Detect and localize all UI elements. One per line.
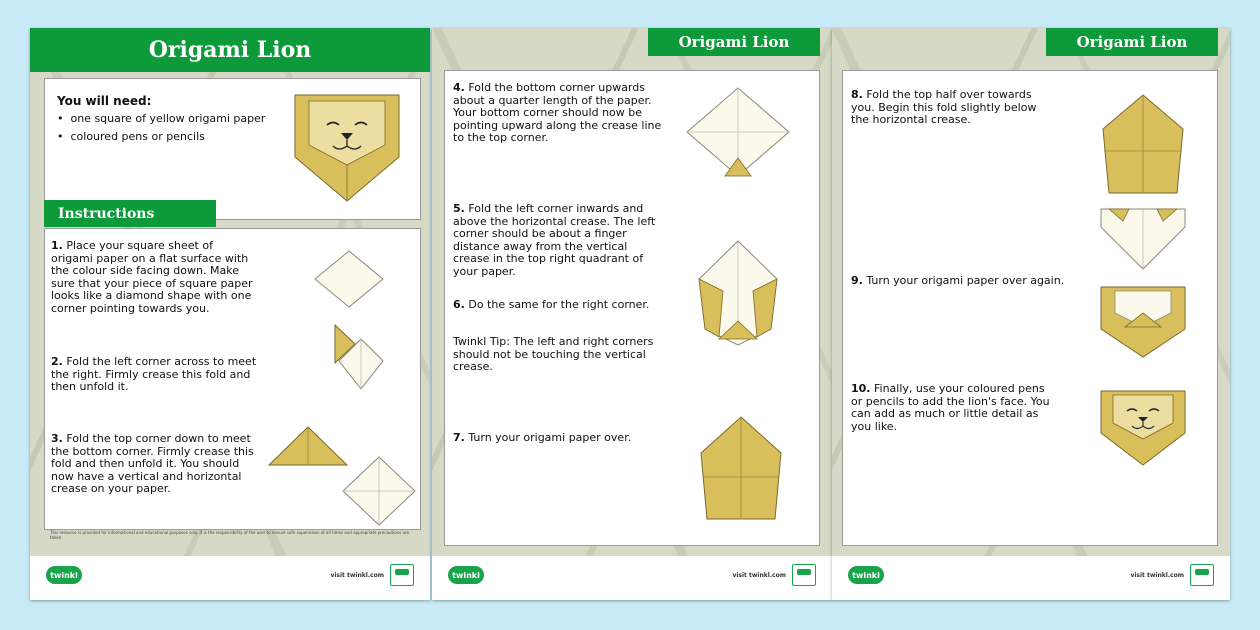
- step-description: Turn your origami paper over again.: [866, 274, 1065, 287]
- step-description: Place your square sheet of origami paper on a flat surface with the colour side facing down. Make sure that your piece of square paper looks like a diamond shape with one corner pointing towards you.: [51, 239, 253, 315]
- step-description: Turn your origami paper over.: [468, 431, 632, 444]
- needs-item: • coloured pens or pencils: [57, 130, 205, 143]
- twinkl-logo: twinkl: [848, 566, 884, 584]
- step-number: 2.: [51, 355, 63, 368]
- step-number: 7.: [453, 431, 465, 444]
- step-9-diagram: [1099, 283, 1187, 359]
- quality-badge-icon: [792, 564, 816, 586]
- footer-link[interactable]: visit twinkl.com: [732, 572, 786, 579]
- step-5-6-diagram: [697, 239, 779, 347]
- step-number: 1.: [51, 239, 63, 252]
- step-4-diagram: [685, 86, 791, 178]
- worksheet-page-2: [432, 28, 832, 600]
- step-5-text: [453, 203, 663, 278]
- worksheet-page-3: [832, 28, 1230, 600]
- step-description: Fold the bottom corner upwards about a quarter length of the paper. Your bottom corner should now be pointing upward along the crease line to the top corner.: [453, 81, 662, 144]
- step-1-diagram: [313, 249, 385, 309]
- step-6-text: [453, 299, 663, 312]
- step-3-text: [51, 433, 257, 496]
- step-number: 8.: [851, 88, 863, 101]
- step-number: 5.: [453, 202, 465, 215]
- quality-badge-icon: [390, 564, 414, 586]
- step-4-text: [453, 82, 663, 145]
- step-2-diagram: [321, 321, 381, 401]
- instructions-heading: Instructions: [44, 200, 216, 227]
- footer-link[interactable]: visit twinkl.com: [330, 572, 384, 579]
- needs-heading: You will need:: [57, 94, 152, 108]
- step-number: 9.: [851, 274, 863, 287]
- step-description: Fold the left corner inwards and above the horizontal crease. The left corner should be about a finger distance away from the vertical crease in the top right quadrant of your paper.: [453, 202, 656, 278]
- page-footer: [432, 556, 832, 600]
- step-number: 3.: [51, 432, 63, 445]
- step-2-text: [51, 356, 257, 394]
- instructions-box: [842, 70, 1218, 546]
- step-1-text: [51, 240, 257, 315]
- step-description: Do the same for the right corner.: [468, 298, 650, 311]
- needs-item-text: one square of yellow origami paper: [70, 112, 266, 125]
- step-10-text: [851, 383, 1056, 433]
- page-footer: [832, 556, 1230, 600]
- step-description: Fold the left corner across to meet the right. Firmly crease this fold and then unfold it.: [51, 355, 257, 393]
- step-7-text: [453, 432, 663, 445]
- worksheet-page-1: [30, 28, 430, 600]
- twinkl-logo: twinkl: [46, 566, 82, 584]
- page-title: Origami Lion: [648, 28, 820, 56]
- step-description: Finally, use your coloured pens or pencils to add the lion's face. You can add as much or little detail as you like.: [851, 382, 1050, 433]
- materials-box: [44, 78, 421, 220]
- step-description: Fold the top corner down to meet the bottom corner. Firmly crease this fold and then unfold it. You should now have a vertical and horizontal crease on your paper.: [51, 432, 254, 495]
- page-title: Origami Lion: [1046, 28, 1218, 56]
- lion-face-illustration: [291, 89, 403, 204]
- instructions-box: [444, 70, 820, 546]
- disclaimer-text: This resource is provided for informational and educational purposes only. It is the responsibility of the user to ensure safe supervision at all times and appropriate precautions are taken.: [50, 530, 409, 540]
- page-footer: [30, 556, 430, 600]
- step-7-diagram: [699, 415, 783, 525]
- step-8-diagram-b: [1099, 205, 1187, 271]
- step-9-text: [851, 275, 1081, 288]
- quality-badge-icon: [1190, 564, 1214, 586]
- page-title: Origami Lion: [30, 28, 430, 72]
- step-number: 10.: [851, 382, 871, 395]
- instructions-box: [44, 228, 421, 530]
- needs-item: • one square of yellow origami paper: [57, 112, 266, 125]
- needs-item-text: coloured pens or pencils: [70, 130, 205, 143]
- step-8-text: [851, 89, 1051, 127]
- twinkl-tip-text: Twinkl Tip: The left and right corners should not be touching the vertical crease.: [453, 335, 654, 373]
- lion-face-finished: [1099, 387, 1187, 467]
- step-8-diagram-a: [1101, 93, 1185, 197]
- step-number: 4.: [453, 81, 465, 94]
- step-3-diagram-b: [341, 455, 417, 527]
- footer-link[interactable]: visit twinkl.com: [1130, 572, 1184, 579]
- step-description: Fold the top half over towards you. Begin this fold slightly below the horizontal crease.: [851, 88, 1037, 126]
- twinkl-logo: twinkl: [448, 566, 484, 584]
- step-number: 6.: [453, 298, 465, 311]
- step-3-diagram-a: [267, 425, 349, 469]
